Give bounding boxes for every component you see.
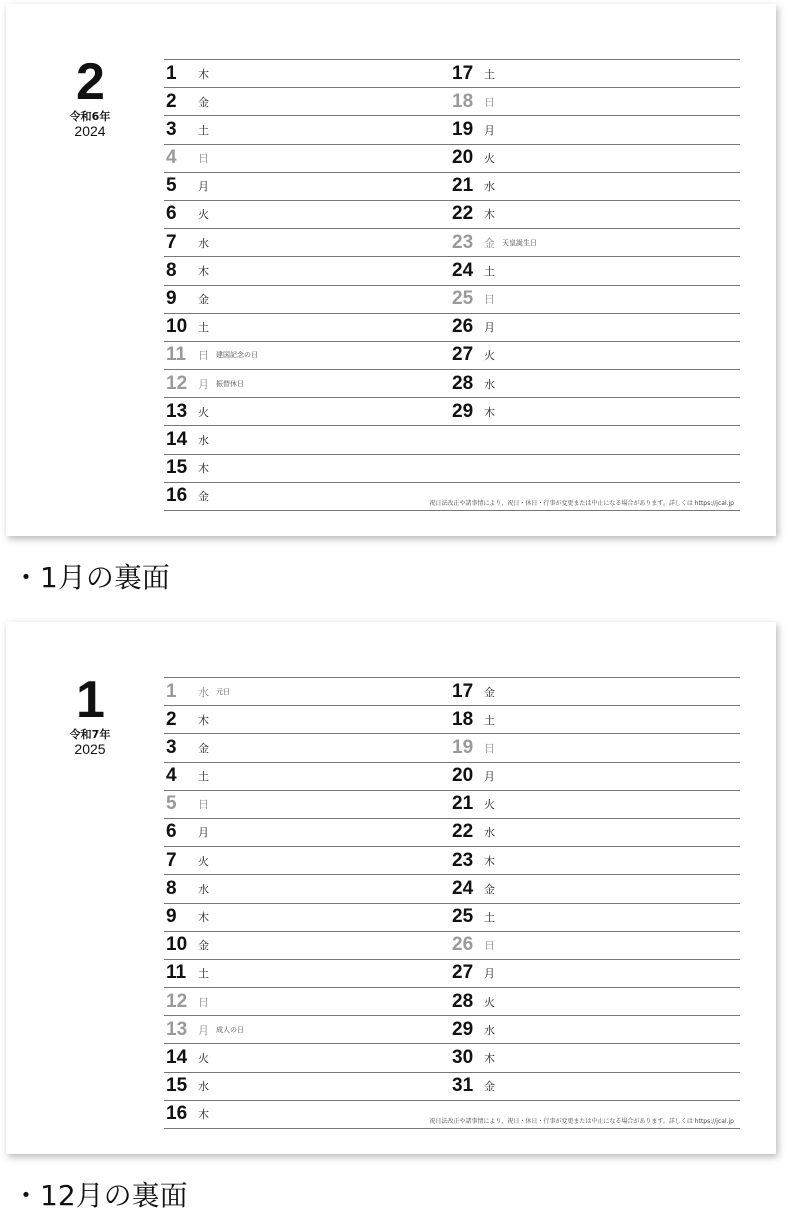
day-cell	[452, 342, 495, 369]
day-number: 29	[452, 400, 474, 422]
weekday-label: 日	[484, 95, 495, 109]
day-number: 7	[166, 231, 177, 253]
day-number: 28	[452, 372, 474, 394]
weekday-label: 水	[484, 180, 495, 194]
day-number: 4	[166, 147, 177, 169]
weekday-label: 木	[198, 67, 209, 81]
table-row	[164, 455, 740, 483]
weekday-label: 金	[198, 95, 209, 109]
weekday-label: 月	[484, 770, 495, 784]
day-cell	[452, 932, 495, 959]
table-row	[164, 1073, 740, 1101]
table-row	[164, 847, 740, 875]
day-number: 15	[166, 1075, 188, 1097]
day-cell	[452, 819, 495, 846]
weekday-label: 土	[484, 911, 495, 924]
day-number: 8	[166, 259, 177, 281]
weekday-label: 水	[198, 433, 209, 447]
caption: ・12月の裏面	[12, 1179, 188, 1212]
weekday-label: 土	[198, 321, 209, 335]
day-number: 31	[452, 1075, 474, 1097]
caption: ・1月の裏面	[12, 561, 170, 594]
day-number: 25	[452, 906, 474, 927]
day-cell	[166, 1016, 244, 1043]
day-cell	[452, 257, 495, 284]
day-number: 21	[452, 793, 474, 815]
weekday-label: 金	[198, 293, 209, 306]
day-number: 26	[452, 316, 474, 338]
day-number: 25	[452, 288, 474, 309]
weekday-label: 火	[484, 995, 495, 1009]
table-row	[164, 286, 740, 314]
table-row	[164, 988, 740, 1016]
day-cell	[166, 734, 209, 761]
weekday-label: 火	[198, 405, 209, 419]
weekday-label: 火	[198, 854, 209, 868]
holiday-name: 元日	[216, 687, 230, 696]
day-cell	[452, 1073, 495, 1100]
day-number: 3	[166, 736, 177, 758]
day-cell	[166, 145, 209, 172]
weekday-label: 日	[198, 349, 209, 363]
day-number: 12	[166, 990, 188, 1012]
day-number: 6	[166, 821, 177, 843]
day-number: 24	[452, 259, 474, 281]
day-cell	[452, 875, 495, 902]
day-cell	[452, 706, 495, 733]
calendar-sheet-feb-2024	[6, 4, 776, 536]
weekday-label: 木	[484, 405, 495, 419]
day-cell	[166, 426, 209, 453]
weekday-label: 日	[484, 939, 495, 953]
day-cell	[166, 791, 209, 818]
day-cell	[166, 455, 209, 482]
day-number: 3	[166, 118, 177, 140]
weekday-label: 月	[484, 123, 495, 137]
weekday-label: 木	[198, 911, 209, 924]
day-number: 7	[166, 849, 177, 871]
day-number: 1	[166, 62, 177, 84]
day-number: 10	[166, 316, 188, 338]
weekday-label: 水	[484, 1023, 495, 1037]
day-number: 22	[452, 821, 474, 843]
day-cell	[452, 678, 495, 705]
day-number: 12	[166, 372, 188, 394]
day-cell	[452, 116, 495, 143]
table-row	[164, 173, 740, 201]
weekday-label: 月	[484, 321, 495, 335]
table-row	[164, 257, 740, 285]
day-cell	[452, 1044, 495, 1071]
holiday-name: 成人の日	[216, 1025, 244, 1034]
weekday-label: 火	[198, 1051, 209, 1065]
weekday-label: 水	[198, 882, 209, 896]
day-number: 13	[166, 1018, 188, 1040]
holiday-name: 建国記念の日	[216, 351, 258, 360]
weekday-label: 金	[484, 236, 495, 250]
day-cell	[166, 229, 209, 256]
weekday-label: 月	[198, 826, 209, 840]
day-cell	[166, 1073, 209, 1100]
calendar-sheet-jan-2025	[6, 622, 776, 1154]
day-cell	[166, 819, 209, 846]
western-year: 2024	[74, 123, 106, 139]
table-row	[164, 819, 740, 847]
day-cell	[166, 483, 209, 510]
weekday-label: 土	[484, 67, 495, 81]
day-cell	[452, 398, 495, 425]
day-cell	[452, 201, 495, 228]
day-number: 27	[452, 962, 474, 984]
day-number: 13	[166, 400, 188, 422]
day-cell	[166, 875, 209, 902]
day-cell	[166, 257, 209, 284]
weekday-label: 木	[484, 854, 495, 868]
day-grid	[164, 59, 740, 511]
day-cell	[452, 1016, 495, 1043]
table-row	[164, 1016, 740, 1044]
day-number: 28	[452, 990, 474, 1012]
weekday-label: 日	[484, 741, 495, 755]
day-number: 19	[452, 736, 474, 758]
era-year: 令和6年	[69, 110, 111, 123]
day-cell	[166, 988, 209, 1015]
weekday-label: 火	[484, 152, 495, 166]
weekday-label: 土	[484, 713, 495, 727]
weekday-label: 金	[198, 490, 209, 504]
table-row	[164, 904, 740, 932]
day-number: 2	[166, 90, 177, 112]
day-number: 18	[452, 708, 474, 730]
day-cell	[166, 201, 209, 228]
weekday-label: 月	[198, 180, 209, 194]
day-cell	[452, 734, 495, 761]
day-cell	[166, 286, 209, 313]
table-row	[164, 763, 740, 791]
day-number: 9	[166, 288, 177, 309]
day-number: 14	[166, 1046, 188, 1068]
table-row	[164, 342, 740, 370]
weekday-label: 火	[484, 349, 495, 363]
day-number: 17	[452, 680, 474, 702]
day-number: 9	[166, 906, 177, 927]
month-header	[58, 671, 122, 757]
day-cell	[452, 847, 495, 874]
day-number: 27	[452, 344, 474, 366]
day-cell	[166, 88, 209, 115]
weekday-label: 土	[484, 264, 495, 278]
day-number: 22	[452, 203, 474, 225]
day-cell	[166, 342, 258, 369]
day-cell	[452, 145, 495, 172]
table-row	[164, 116, 740, 144]
weekday-label: 木	[198, 462, 209, 476]
table-row	[164, 201, 740, 229]
day-number: 17	[452, 62, 474, 84]
day-cell	[452, 229, 537, 256]
weekday-label: 土	[198, 967, 209, 981]
weekday-label: 火	[198, 208, 209, 222]
day-number: 16	[166, 485, 188, 507]
day-cell	[452, 314, 495, 341]
day-number: 6	[166, 203, 177, 225]
weekday-label: 土	[198, 770, 209, 784]
day-grid	[164, 677, 740, 1129]
day-number: 11	[166, 344, 187, 366]
day-number: 23	[452, 231, 474, 253]
weekday-label: 水	[198, 685, 209, 699]
weekday-label: 木	[198, 713, 209, 727]
table-row	[164, 426, 740, 454]
holiday-name: 振替休日	[216, 379, 244, 388]
day-number: 5	[166, 175, 177, 197]
day-cell	[166, 847, 209, 874]
table-row	[164, 791, 740, 819]
weekday-label: 金	[484, 1080, 495, 1094]
month-number: 1	[76, 671, 104, 729]
day-cell	[452, 763, 495, 790]
table-row	[164, 370, 740, 398]
weekday-label: 木	[484, 208, 495, 222]
day-cell	[166, 398, 209, 425]
day-cell	[166, 678, 230, 705]
day-number: 24	[452, 877, 474, 899]
day-number: 10	[166, 934, 188, 956]
day-number: 16	[166, 1103, 188, 1125]
table-row	[164, 960, 740, 988]
weekday-label: 金	[484, 882, 495, 896]
day-cell	[452, 286, 495, 313]
weekday-label: 木	[198, 1108, 209, 1122]
day-cell	[166, 1044, 209, 1071]
day-number: 20	[452, 147, 474, 169]
weekday-label: 金	[198, 939, 209, 953]
weekday-label: 日	[198, 995, 209, 1009]
table-row	[164, 734, 740, 762]
weekday-label: 日	[198, 798, 209, 812]
table-row	[164, 314, 740, 342]
day-cell	[166, 763, 209, 790]
day-cell	[166, 116, 209, 143]
day-cell	[166, 960, 209, 987]
era-year: 令和7年	[69, 728, 111, 741]
day-cell	[452, 791, 495, 818]
day-number: 2	[166, 708, 177, 730]
day-cell	[166, 706, 209, 733]
table-row	[164, 706, 740, 734]
day-cell	[166, 173, 209, 200]
day-cell	[166, 370, 244, 397]
day-cell	[452, 88, 495, 115]
day-cell	[452, 960, 495, 987]
table-row	[164, 145, 740, 173]
weekday-label: 金	[198, 741, 209, 755]
day-number: 11	[166, 962, 187, 984]
table-row	[164, 398, 740, 426]
day-cell	[166, 1101, 209, 1128]
month-number: 2	[76, 53, 104, 111]
weekday-label: 水	[198, 236, 209, 250]
table-row	[164, 1044, 740, 1072]
weekday-label: 土	[198, 123, 209, 137]
day-cell	[452, 904, 495, 931]
table-row	[164, 875, 740, 903]
table-row	[164, 932, 740, 960]
weekday-label: 水	[484, 826, 495, 840]
day-cell	[452, 173, 495, 200]
day-number: 19	[452, 118, 474, 140]
weekday-label: 月	[198, 377, 209, 391]
weekday-label: 月	[484, 967, 495, 981]
table-row	[164, 88, 740, 116]
day-number: 23	[452, 849, 474, 871]
day-number: 20	[452, 765, 474, 787]
day-number: 30	[452, 1046, 474, 1068]
day-number: 26	[452, 934, 474, 956]
day-cell	[452, 988, 495, 1015]
day-cell	[452, 60, 495, 87]
table-row	[164, 60, 740, 88]
day-cell	[166, 932, 209, 959]
day-cell	[166, 314, 209, 341]
weekday-label: 日	[484, 293, 495, 306]
day-number: 1	[166, 680, 177, 702]
day-cell	[166, 904, 209, 931]
day-number: 21	[452, 175, 474, 197]
month-header	[58, 53, 122, 139]
day-number: 14	[166, 428, 188, 450]
weekday-label: 水	[484, 377, 495, 391]
day-number: 18	[452, 90, 474, 112]
day-number: 29	[452, 1018, 474, 1040]
table-row	[164, 678, 740, 706]
day-cell	[166, 60, 209, 87]
weekday-label: 月	[198, 1023, 209, 1037]
table-row	[164, 229, 740, 257]
day-number: 15	[166, 457, 188, 479]
day-number: 8	[166, 877, 177, 899]
weekday-label: 水	[198, 1080, 209, 1094]
weekday-label: 日	[198, 152, 209, 166]
day-cell	[452, 370, 495, 397]
day-number: 4	[166, 765, 177, 787]
footnote: 祝日法改正や諸事情により、祝日・休日・行事が変更または中止になる場合があります。詳しくは https://jcal.jp	[429, 500, 734, 507]
weekday-label: 金	[484, 685, 495, 699]
weekday-label: 木	[484, 1051, 495, 1065]
weekday-label: 木	[198, 264, 209, 278]
day-number: 5	[166, 793, 177, 815]
western-year: 2025	[74, 741, 106, 757]
weekday-label: 火	[484, 798, 495, 812]
footnote: 祝日法改正や諸事情により、祝日・休日・行事が変更または中止になる場合があります。詳しくは https://jcal.jp	[429, 1118, 734, 1125]
holiday-name: 天皇誕生日	[502, 238, 537, 247]
